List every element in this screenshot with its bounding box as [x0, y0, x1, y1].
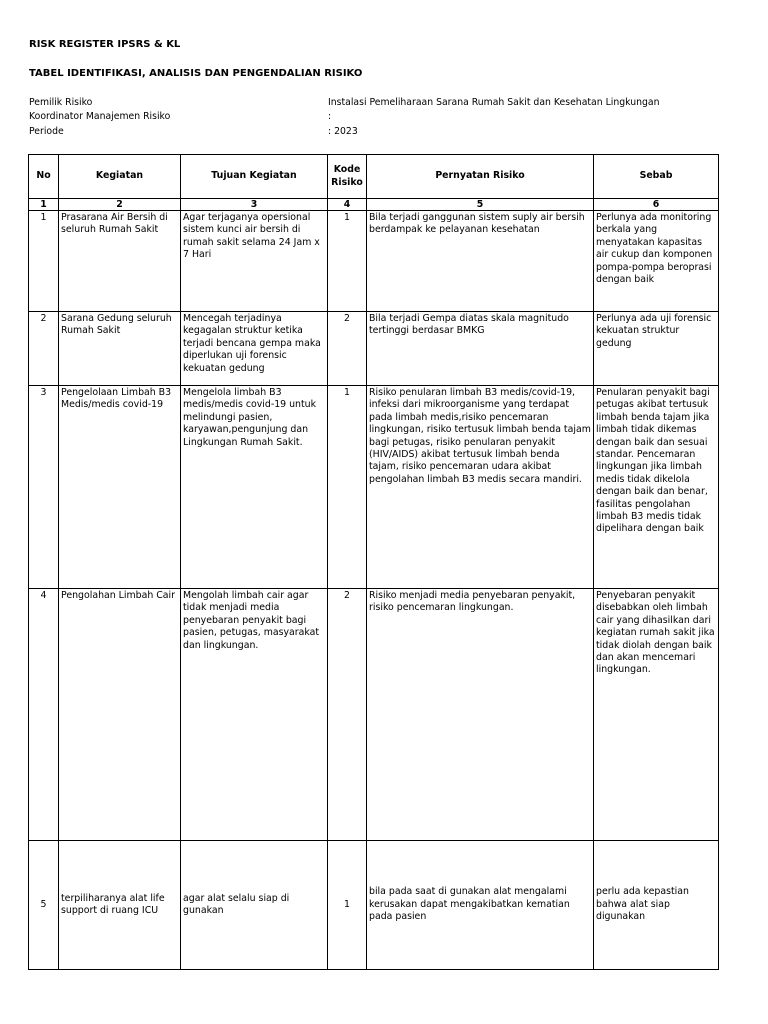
meta-value-koordinator: :	[328, 111, 332, 122]
cell-tujuan: Agar terjaganya opersional sistem kunci air bersih di rumah sakit selama 24 Jam x 7 Hari	[181, 211, 328, 312]
cell-kegiatan: Sarana Gedung seluruh Rumah Sakit	[59, 312, 181, 386]
cell-kode: 2	[328, 589, 367, 841]
header-tujuan: Tujuan Kegiatan	[181, 155, 328, 199]
table-row	[29, 589, 719, 841]
cell-tujuan: Mengolah limbah cair agar tidak menjadi media penyebaran penyakit bagi pasien, petugas, masyarakat dan lingkungan.	[181, 589, 328, 841]
header-kegiatan: Kegiatan	[59, 155, 181, 199]
column-number: 6	[594, 199, 719, 211]
cell-no: 3	[29, 386, 59, 589]
header-row	[29, 155, 719, 199]
cell-pernyataan: Risiko penularan limbah B3 medis/covid-19, infeksi dari mikroorganisme yang terdapat pada limbah medis,risiko pencemaran lingkungan, risiko tertusuk limbah benda tajam bagi petugas, risiko penularan penyakit (HIV/AIDS) akibat tertusuk limbah benda tajam, risiko pencemaran udara akibat pengolahan limbah B3 medis secara mandiri.	[367, 386, 594, 589]
cell-pernyataan: Bila terjadi ganggunan sistem suply air bersih berdampak ke pelayanan kesehatan	[367, 211, 594, 312]
cell-kode: 1	[328, 841, 367, 970]
table-row	[29, 312, 719, 386]
header-pernyataan: Pernyatan Risiko	[367, 155, 594, 199]
meta-label-periode: Periode	[29, 126, 64, 137]
cell-no: 1	[29, 211, 59, 312]
cell-kegiatan: Pengelolaan Limbah B3 Medis/medis covid-19	[59, 386, 181, 589]
column-number: 2	[59, 199, 181, 211]
meta-label-pemilik: Pemilik Risiko	[29, 97, 93, 108]
cell-no: 5	[29, 841, 59, 970]
document-subtitle: TABEL IDENTIFIKASI, ANALISIS DAN PENGENDALIAN RISIKO	[29, 68, 363, 79]
column-number-row	[29, 199, 719, 211]
column-number: 4	[328, 199, 367, 211]
table-row	[29, 211, 719, 312]
table-row	[29, 841, 719, 970]
cell-sebab: Penularan penyakit bagi petugas akibat tertusuk limbah benda tajam jika limbah tidak dikemas dengan baik dan sesuai standar. Pencemaran lingkungan jika limbah medis tidak dikelola dengan baik dan benar, fasilitas pengolahan limbah B3 medis tidak dipelihara dengan baik	[594, 386, 719, 589]
meta-value-periode: : 2023	[328, 126, 358, 137]
cell-kegiatan: Pengolahan Limbah Cair	[59, 589, 181, 841]
cell-sebab: Perlunya ada monitoring berkala yang menyatakan kapasitas air cukup dan komponen pompa-pompa beroprasi dengan baik	[594, 211, 719, 312]
header-kode: Kode Risiko	[328, 155, 367, 199]
cell-pernyataan: Bila terjadi Gempa diatas skala magnitudo tertinggi berdasar BMKG	[367, 312, 594, 386]
table-row	[29, 386, 719, 589]
cell-pernyataan: bila pada saat di gunakan alat mengalami kerusakan dapat mengakibatkan kematian pada pasien	[367, 841, 594, 970]
cell-kode: 2	[328, 312, 367, 386]
column-number: 3	[181, 199, 328, 211]
cell-pernyataan: Risiko menjadi media penyebaran penyakit, risiko pencemaran lingkungan.	[367, 589, 594, 841]
column-number: 1	[29, 199, 59, 211]
header-no: No	[29, 155, 59, 199]
header-sebab: Sebab	[594, 155, 719, 199]
column-number: 5	[367, 199, 594, 211]
cell-no: 4	[29, 589, 59, 841]
cell-kode: 1	[328, 211, 367, 312]
cell-kode: 1	[328, 386, 367, 589]
cell-kegiatan: Prasarana Air Bersih di seluruh Rumah Sakit	[59, 211, 181, 312]
cell-kegiatan: terpiliharanya alat life support di ruang ICU	[59, 841, 181, 970]
cell-no: 2	[29, 312, 59, 386]
cell-tujuan: Mengelola limbah B3 medis/medis covid-19 untuk melindungi pasien, karyawan,pengunjung dan Lingkungan Rumah Sakit.	[181, 386, 328, 589]
document-title: RISK REGISTER IPSRS & KL	[29, 39, 181, 50]
meta-value-pemilik: Instalasi Pemeliharaan Sarana Rumah Sakit dan Kesehatan Lingkungan	[328, 97, 660, 108]
cell-sebab: Perlunya ada uji forensic kekuatan struktur gedung	[594, 312, 719, 386]
cell-tujuan: agar alat selalu siap di gunakan	[181, 841, 328, 970]
cell-tujuan: Mencegah terjadinya kegagalan struktur ketika terjadi bencana gempa maka diperlukan uji forensic kekuatan gedung	[181, 312, 328, 386]
risk-register-table	[28, 154, 719, 970]
cell-sebab: perlu ada kepastian bahwa alat siap digunakan	[594, 841, 719, 970]
meta-label-koordinator: Koordinator Manajemen Risiko	[29, 111, 171, 122]
cell-sebab: Penyebaran penyakit disebabkan oleh limbah cair yang dihasilkan dari kegiatan rumah sakit jika tidak diolah dengan baik dan akan mencemari lingkungan.	[594, 589, 719, 841]
